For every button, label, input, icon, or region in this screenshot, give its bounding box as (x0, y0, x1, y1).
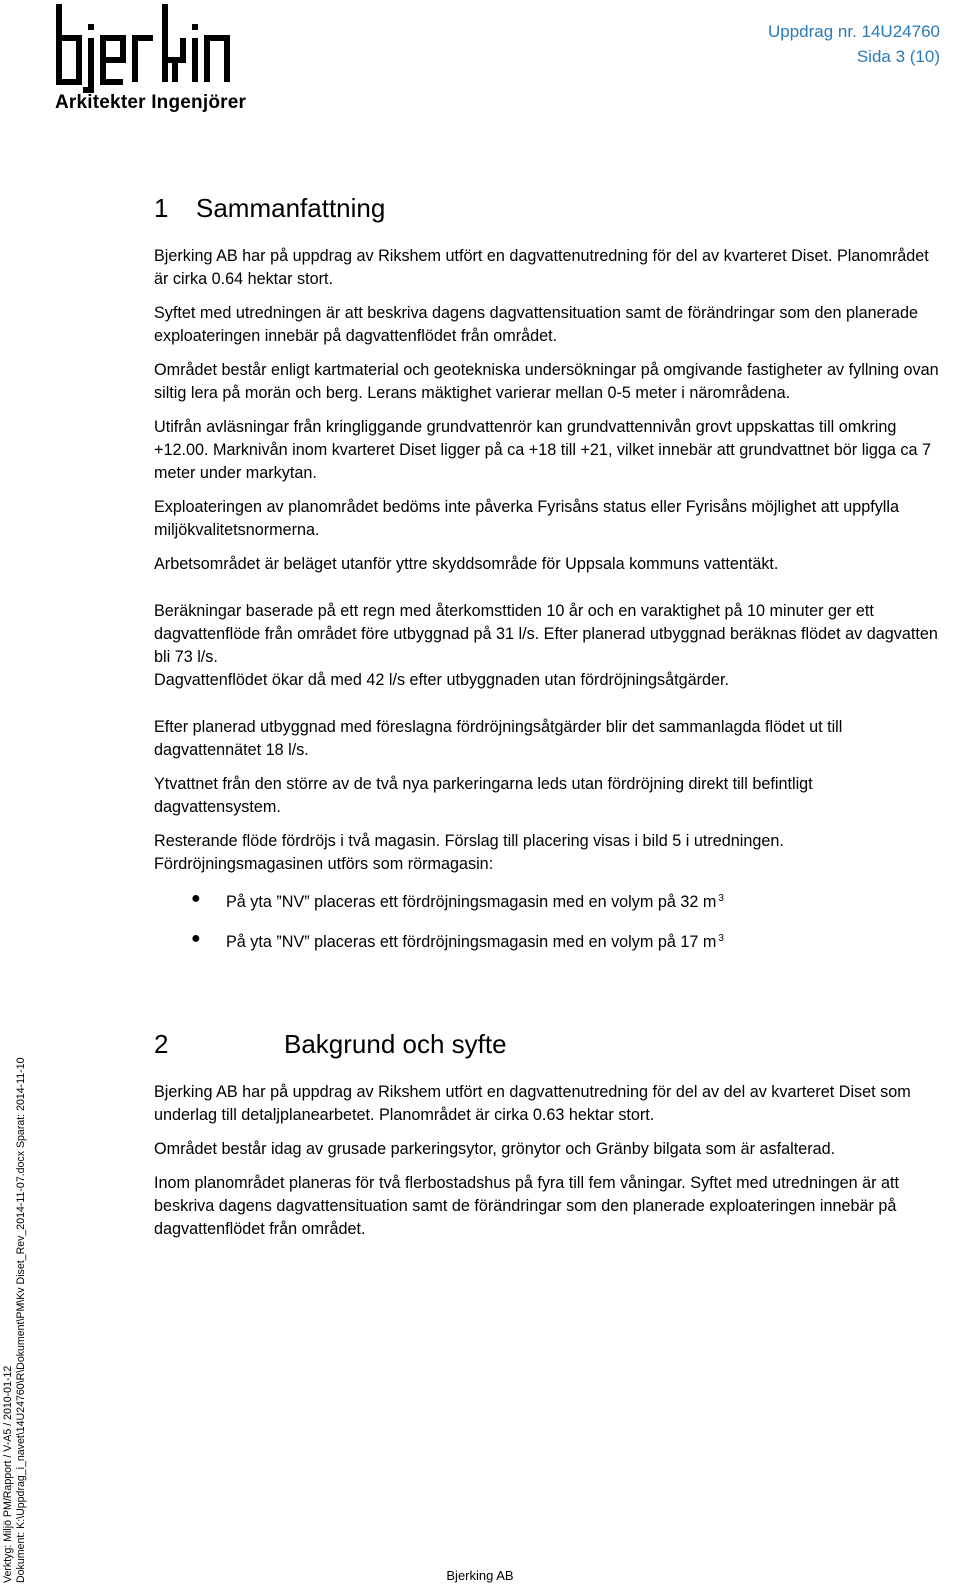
paragraph: Området består enligt kartmaterial och geotekniska undersökningar på omgivande fastigheter av fyllning ovan siltig lera på morän och berg. Lerans mäktighet varierar mellan 0-5 meter i närområdena. (154, 361, 939, 402)
paragraph: Syftet med utredningen är att beskriva dagens dagvattensituation samt de förändringar som den planerade exploateringen innebär på dagvattenflödet från området. (154, 304, 918, 345)
logo-subtitle: Arkitekter Ingenjörer (55, 92, 247, 113)
list-item: ● På yta ”NV” placeras ett fördröjningsmagasin med en volym på 17 m $^3$ (154, 927, 940, 954)
section-number: 1 (154, 193, 169, 223)
paragraph: Resterande flöde fördröjs i två magasin. Förslag till placering visas i bild 5 i utredningen. Fördröjningsmagasinen utförs som rörmagasin: (154, 832, 784, 873)
paragraph: Dagvattenflödet ökar då med 42 l/s efter utbyggnaden utan fördröjningsåtgärder. (154, 671, 730, 689)
bullet-icon: ● (191, 890, 201, 907)
paragraph: Beräkningar baserade på ett regn med återkomsttiden 10 år och en varaktighet på 10 minuter ger ett dagvattenflöde från området före utbyggnad på 31 l/s. Efter planerad utbyggnad beräknas flödet av dagvatten bli 73 l/s. (154, 602, 938, 666)
paragraph: Bjerking AB har på uppdrag av Rikshem utfört en dagvattenutredning för del av del av kvarteret Diset som underlag till detaljplanearbetet. Planområdet är cirka 0.63 hektar stort. (154, 1083, 911, 1124)
section-number: 2 (154, 1029, 169, 1059)
paragraph: Arbetsområdet är beläget utanför yttre skyddsområde för Uppsala kommuns vattentäkt. (154, 555, 779, 573)
section-heading-1 (154, 190, 940, 226)
document-path-line: Dokument: K:\Uppdrag_i_navet\14U24760\R\Dokument\PM\Kv Diset_Rev_2014-11-07.docx Sparat: 2014-11-10 (15, 1057, 27, 1583)
tool-line: Verktyg: Miljö PM/Rapport / V-A5 / 2010-01-12 (2, 1365, 14, 1583)
document-body (154, 190, 940, 1252)
section-title: Sammanfattning (196, 193, 386, 223)
paragraph: Efter planerad utbyggnad med föreslagna fördröjningsåtgärder blir det sammanlagda flödet ut till dagvattennätet 18 l/s. (154, 718, 843, 759)
footer-company: Bjerking AB (446, 1568, 514, 1583)
bullet-icon: ● (191, 930, 201, 947)
section-heading-2 (154, 1026, 940, 1062)
paragraph: Utifrån avläsningar från kringliggande grundvattenrör kan grundvattennivån grovt uppskattas till omkring +12.00. Marknivån inom kvarteret Diset ligger på ca +18 till +21, vilket innebär att grundvattnet bör ligga ca 7 meter under markytan. (154, 418, 931, 482)
paragraph: Bjerking AB har på uppdrag av Rikshem utfört en dagvattenutredning för del av kvarteret Diset. Planområdet är cirka 0.64 hektar stort. (154, 247, 929, 288)
section-title: Bakgrund och syfte (284, 1029, 507, 1059)
paragraph: Ytvattnet från den större av de två nya parkeringarna leds utan fördröjning direkt till befintligt dagvattensystem. (154, 775, 813, 816)
list-item: ● På yta ”NV” placeras ett fördröjningsmagasin med en volym på 32 m $^3$ (154, 887, 940, 914)
bullet-list (154, 887, 940, 954)
paragraph: Området består idag av grusade parkeringsytor, grönytor och Gränby bilgata som är asfalterad. (154, 1140, 836, 1158)
paragraph: Exploateringen av planområdet bedöms inte påverka Fyrisåns status eller Fyrisåns möjlighet att uppfylla miljökvalitetsnormerna. (154, 498, 899, 539)
page-header-info (768, 19, 940, 69)
paragraph: Inom planområdet planeras för två flerbostadshus på fyra till fem våningar. Syftet med utredningen är att beskriva dagens dagvattensituation samt de förändringar som den planerade exploateringen innebär på dagvattenflödet från området. (154, 1174, 900, 1238)
page-number: Sida 3 (10) (856, 47, 940, 66)
document-metadata-sidebar (2, 1058, 28, 1583)
assignment-number: Uppdrag nr. 14U24760 (767, 22, 940, 41)
